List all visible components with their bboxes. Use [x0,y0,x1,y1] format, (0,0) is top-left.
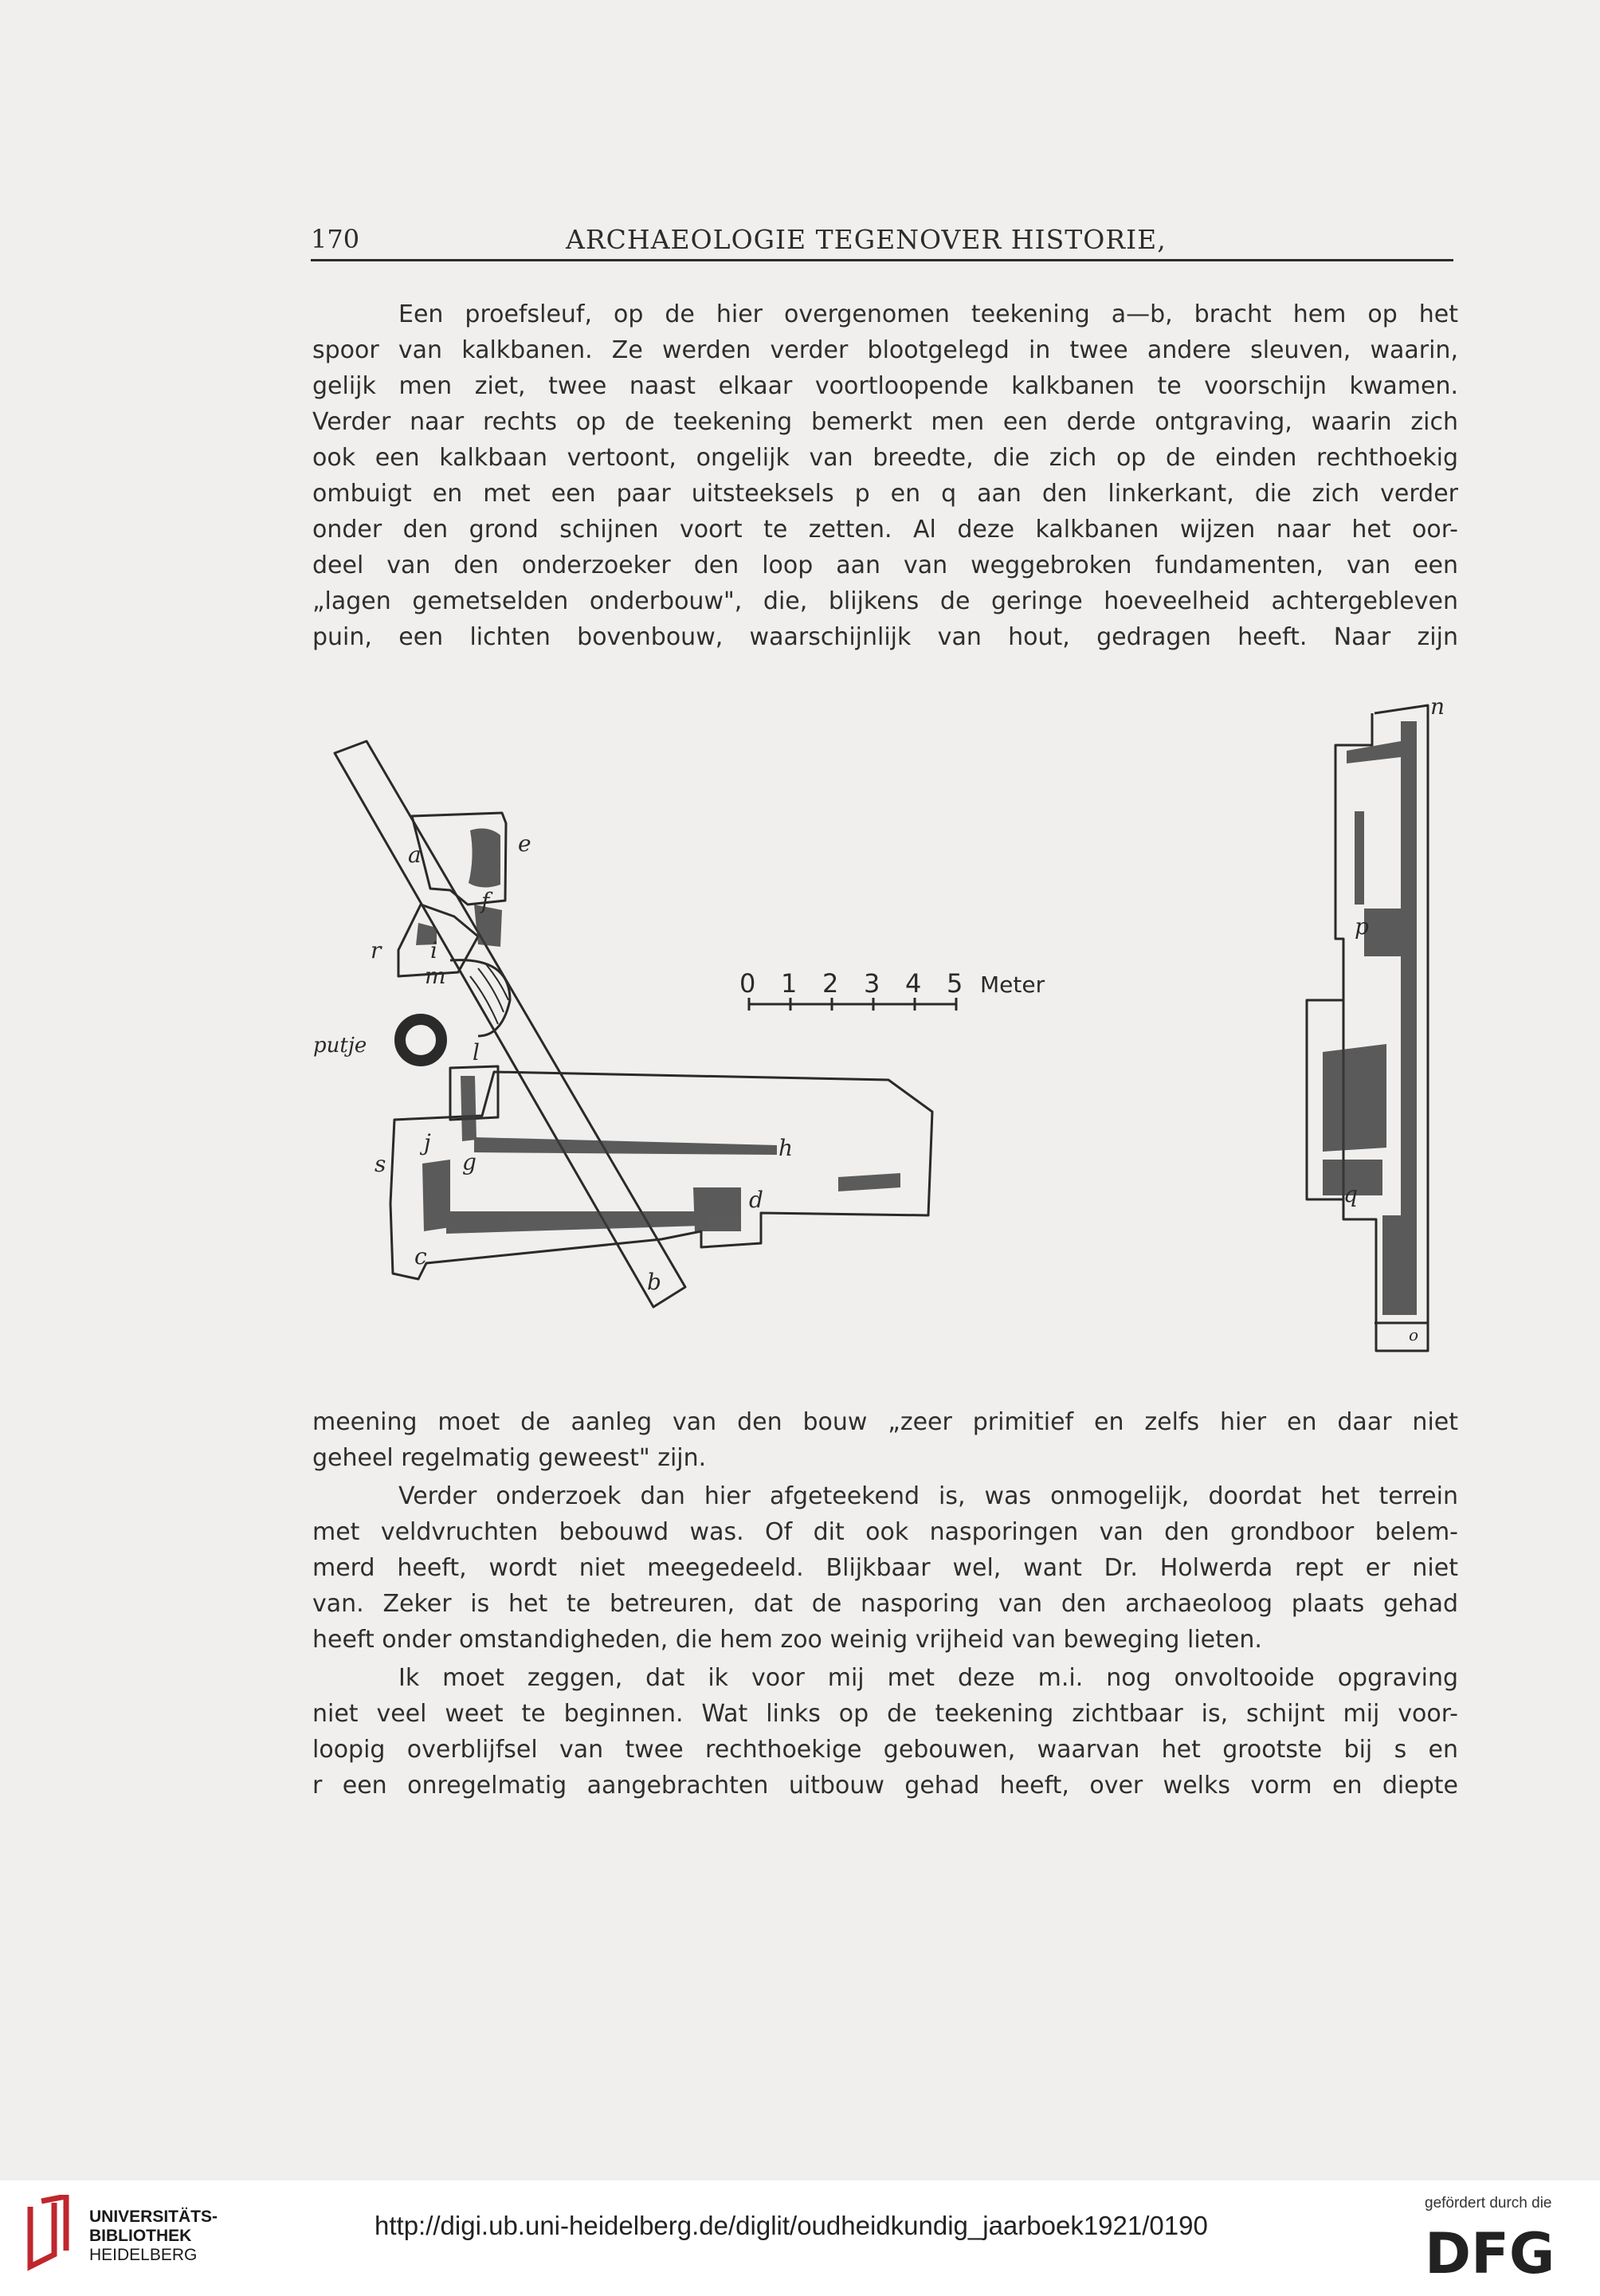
kalkbaan-fill [446,1211,701,1234]
text-line: „lagen gemetselden onderbouw", die, blijkens de geringe hoeveelheid achtergebleven [312,587,1458,615]
scale-number: 2 [822,968,839,999]
label-j: j [424,1129,431,1156]
label-m: m [425,963,446,989]
svg-text:DFG: DFG [1425,2223,1555,2279]
label-r: r [371,937,382,964]
text-line: Verder naar rechts op de teekening bemerkt men een derde ontgraving, waarin zich [312,408,1458,436]
putje-label: putje [313,1034,367,1058]
label-d: d [749,1187,763,1213]
page-number: 170 [311,224,360,254]
text-line: heeft onder omstandigheden, die hem zoo weinig vrijheid van beweging lieten. [312,1626,1262,1654]
kalkbaan-fill [422,1160,450,1231]
paragraph-2 [312,1404,1458,1476]
text-line: ombuigt en met een paar uitsteeksels p en q aan den linkerkant, die zich verder [312,480,1458,508]
university-library-logo-icon [22,2195,78,2274]
university-library-name [89,2208,218,2265]
text-line: spoor van kalkbanen. Ze werden verder blootgelegd in twee andere sleuven, waarin, [312,336,1458,364]
text-line: Een proefsleuf, op de hier overgenomen teekening a—b, bracht hem op het [398,300,1458,328]
text-line: merd heeft, wordt niet meegedeeld. Blijkbaar wel, want Dr. Holwerda rept er niet [312,1554,1458,1582]
scale-number: 1 [781,968,798,999]
text-line: van. Zeker is het te betreuren, dat de nasporing van den archaeoloog plaats gehad [312,1590,1458,1618]
kalkbaan-fill [1323,1044,1386,1152]
kalkbaan-fill [838,1173,900,1191]
text-line: geheel regelmatig geweest" zijn. [312,1444,707,1472]
running-title: ARCHAEOLOGIE TEGENOVER HISTORIE, [566,224,1167,255]
library-line: HEIDELBERG [89,2246,198,2264]
label-o: o [1409,1325,1419,1344]
scale-number: 4 [905,968,922,999]
paragraph-3 [312,1478,1458,1658]
text-line: loopig overblijfsel van twee rechthoekige gebouwen, waarvan het grootste bij s en [312,1736,1458,1764]
text-line: met veldvruchten bebouwd was. Of dit ook nasporingen van den grondboor belem- [312,1518,1458,1546]
text-line: niet veel weet te beginnen. Wat links op de teekening zichtbaar is, schijnt mij voor- [312,1700,1458,1728]
label-g: g [462,1149,476,1175]
permalink-url[interactable]: http://digi.ub.uni-heidelberg.de/diglit/oudheidkundig_jaarboek1921/0190 [375,2211,1208,2240]
kalkbaan-fill [1401,721,1417,1315]
text-line: onder den grond schijnen voort te zetten. Al deze kalkbanen wijzen naar het oor- [312,516,1458,544]
scale-number: 3 [864,968,880,999]
text-line: Verder onderzoek dan hier afgeteekend is, was onmogelijk, doordat het terrein [398,1482,1458,1510]
text-line: gelijk men ziet, twee naast elkaar voortloopende kalkbanen te voorschijn kwamen. [312,372,1458,400]
scale-unit: Meter [980,971,1045,998]
kalkbaan-fill [1355,811,1364,905]
dfg-logo-icon [1425,2223,1576,2279]
text-line: meening moet de aanleg van den bouw „zeer primitief en zelfs hier en daar niet [312,1408,1458,1436]
kalkbaan-fill [469,829,500,888]
library-line: UNIVERSITÄTS- [89,2208,218,2226]
label-h: h [778,1135,794,1161]
scale-number: 0 [739,968,756,999]
label-i: i [430,937,437,964]
label-f: f [481,888,490,914]
text-line: r een onregelmatig aangebrachten uitbouw gehad heeft, over welks vorm en diepte [312,1772,1458,1800]
paragraph-4 [312,1660,1458,1803]
text-line: ook een kalkbaan vertoont, ongelijk van breedte, die zich op de einden rechthoekig [312,444,1458,472]
label-s: s [375,1151,386,1177]
text-line: puin, een lichten bovenbouw, waarschijnlijk van hout, gedragen heeft. Naar zijn [312,623,1458,651]
kalkbaan-fill [1382,1215,1402,1315]
scale-number: 5 [947,968,963,999]
label-c: c [414,1243,427,1270]
kalkbaan-fill [1364,909,1402,956]
text-line: deel van den onderzoeker den loop aan van weggebroken fundamenten, van een [312,551,1458,579]
kalkbaan-fill [474,1137,777,1155]
label-b: b [647,1269,661,1295]
kalkbaan-fill [461,1076,476,1141]
text-line: Ik moet zeggen, dat ik voor mij met deze m.i. nog onvoltooide opgraving [398,1664,1458,1692]
funding-label: gefördert durch die [1425,2195,1552,2212]
putje-ring [400,1019,441,1061]
label-q: q [1343,1181,1358,1207]
label-p: p [1355,913,1369,940]
label-e: e [518,830,531,857]
label-l: l [473,1039,480,1066]
kalkbaan-fill [693,1187,741,1231]
label-a: a [408,842,422,868]
label-n: n [1430,693,1445,720]
library-line: BIBLIOTHEK [89,2227,192,2245]
